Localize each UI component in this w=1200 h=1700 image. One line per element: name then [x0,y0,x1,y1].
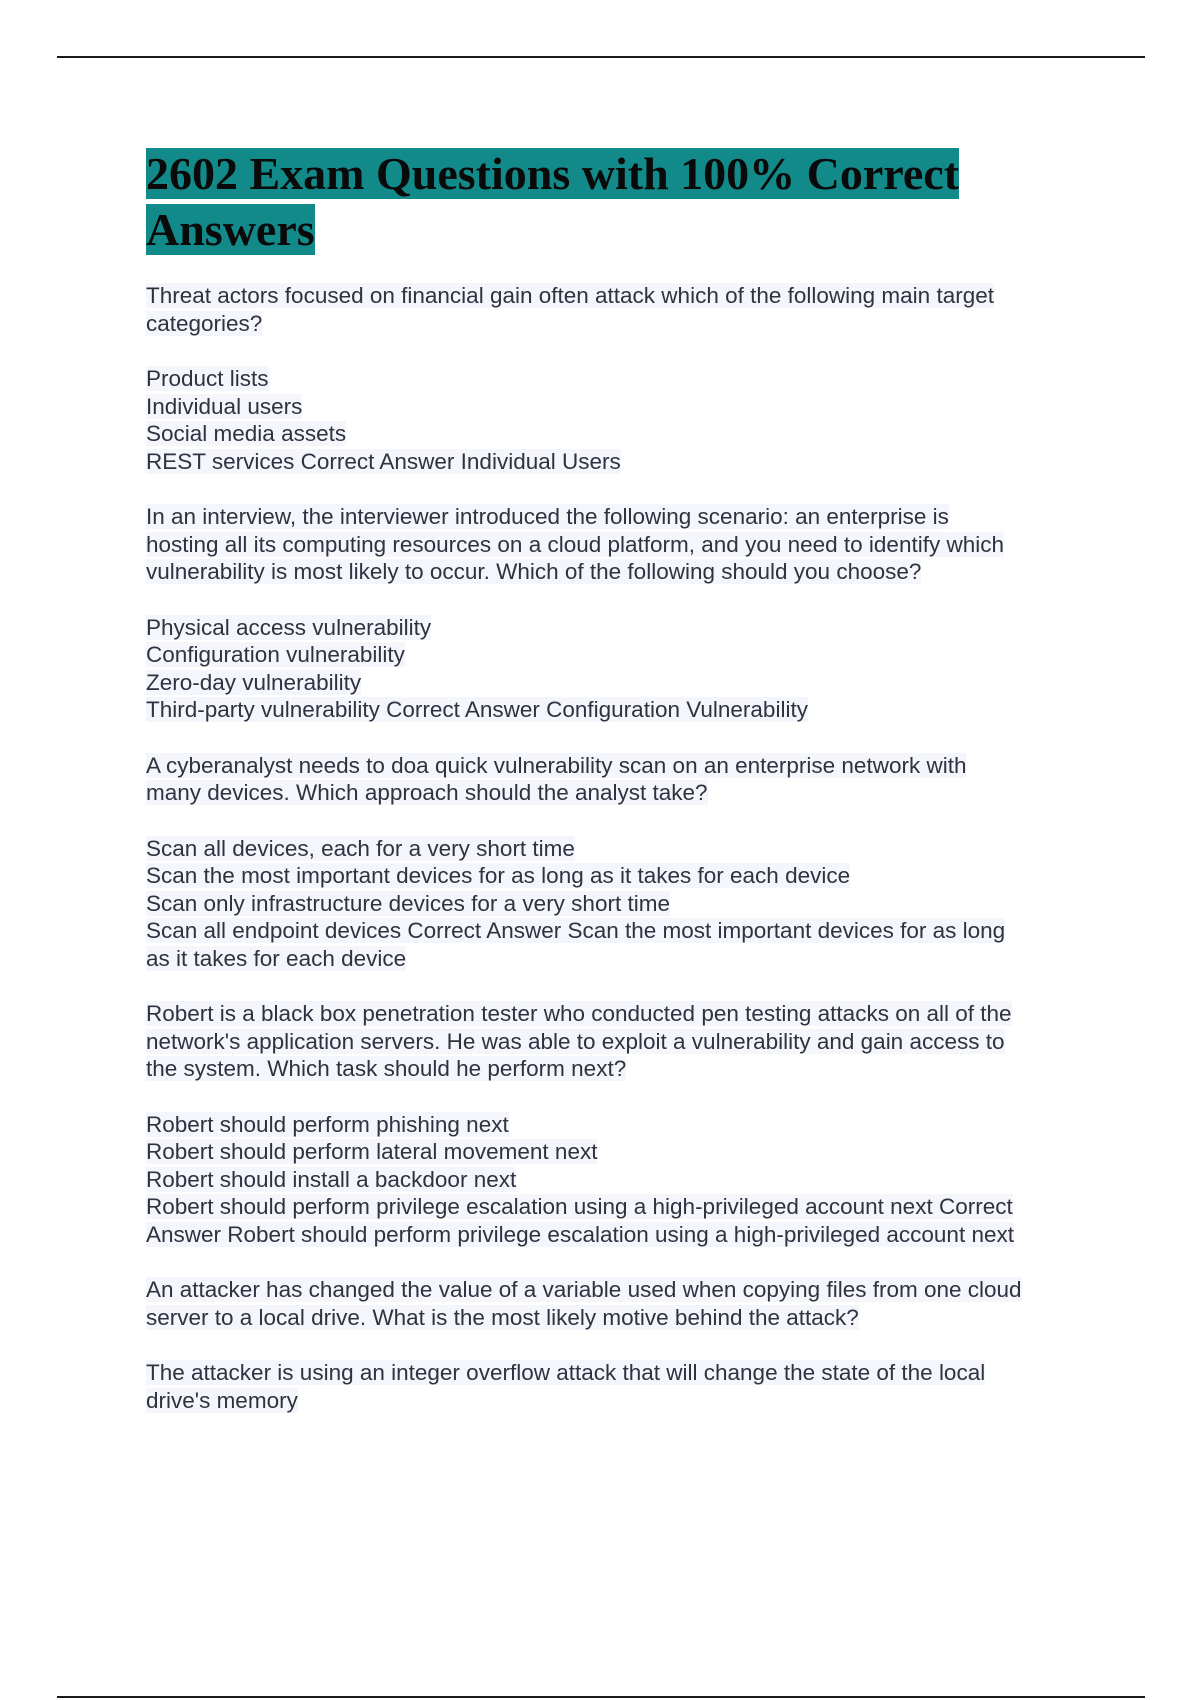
question-text-line: A cyberanalyst needs to doa quick vulnerability scan on an enterprise network with [146,752,967,778]
question-block [146,503,1106,586]
answer-options [146,835,1106,973]
answer-option: Answer Robert should perform privilege escalation using a high-privileged account next [146,1221,1014,1247]
answer-option: REST services Correct Answer Individual Users [146,448,621,474]
question-text-line: In an interview, the interviewer introduced the following scenario: an enterprise is [146,504,949,529]
question-block [146,1000,1106,1083]
document-body [146,146,1106,1414]
answer-option: Scan all devices, each for a very short time [146,835,575,861]
answer-option: as it takes for each device [146,945,407,971]
question-text-line: the system. Which task should he perform next? [146,1056,627,1081]
answer-option: Third-party vulnerability Correct Answer Configuration Vulnerability [146,697,808,722]
question-block [146,282,1106,337]
answer-options [146,614,1106,724]
answer-option: Scan the most important devices for as long as it takes for each device [146,863,851,888]
question-text-line: categories? [146,310,263,336]
question-text-line: An attacker has changed the value of a variable used when copying files from one cloud [146,1277,1022,1302]
answer-option: Scan only infrastructure devices for a very short time [146,890,670,916]
question-text-line: server to a local drive. What is the most likely motive behind the attack? [146,1304,859,1330]
answer-option: Robert should perform privilege escalation using a high-privileged account next Correct [146,1194,1013,1219]
footer-rule [57,1696,1145,1698]
answer-option: Robert should perform phishing next [146,1111,509,1137]
question-text-line: network's application servers. He was able to exploit a vulnerability and gain access to [146,1028,1005,1054]
answer-option: Robert should install a backdoor next [146,1166,517,1192]
document-title [146,146,1106,258]
answer-options [146,365,1106,475]
question-block [146,752,1106,807]
answer-option: Robert should perform lateral movement next [146,1139,598,1164]
answer-option: The attacker is using an integer overflow attack that will change the state of the local [146,1360,986,1385]
answer-option: Scan all endpoint devices Correct Answer Scan the most important devices for as long [146,918,1006,943]
answer-options [146,1111,1106,1249]
answer-option: Configuration vulnerability [146,642,405,667]
answer-option: drive's memory [146,1387,298,1413]
question-text-line: many devices. Which approach should the analyst take? [146,780,708,805]
question-block [146,1276,1106,1331]
title-line-2: Answers [146,204,315,255]
title-line-1: 2602 Exam Questions with 100% Correct [146,148,960,199]
question-text-line: vulnerability is most likely to occur. Which of the following should you choose? [146,559,922,584]
question-text-line: Threat actors focused on financial gain often attack which of the following main target [146,283,994,308]
answer-options [146,1359,1106,1414]
question-text-line: hosting all its computing resources on a cloud platform, and you need to identify which [146,531,1004,557]
answer-option: Social media assets [146,421,347,446]
question-text-line: Robert is a black box penetration tester who conducted pen testing attacks on all of the [146,1001,1012,1026]
header-rule [57,56,1145,58]
answer-option: Zero-day vulnerability [146,669,362,695]
answer-option: Physical access vulnerability [146,614,432,640]
answer-option: Individual users [146,393,303,419]
answer-option: Product lists [146,366,269,391]
